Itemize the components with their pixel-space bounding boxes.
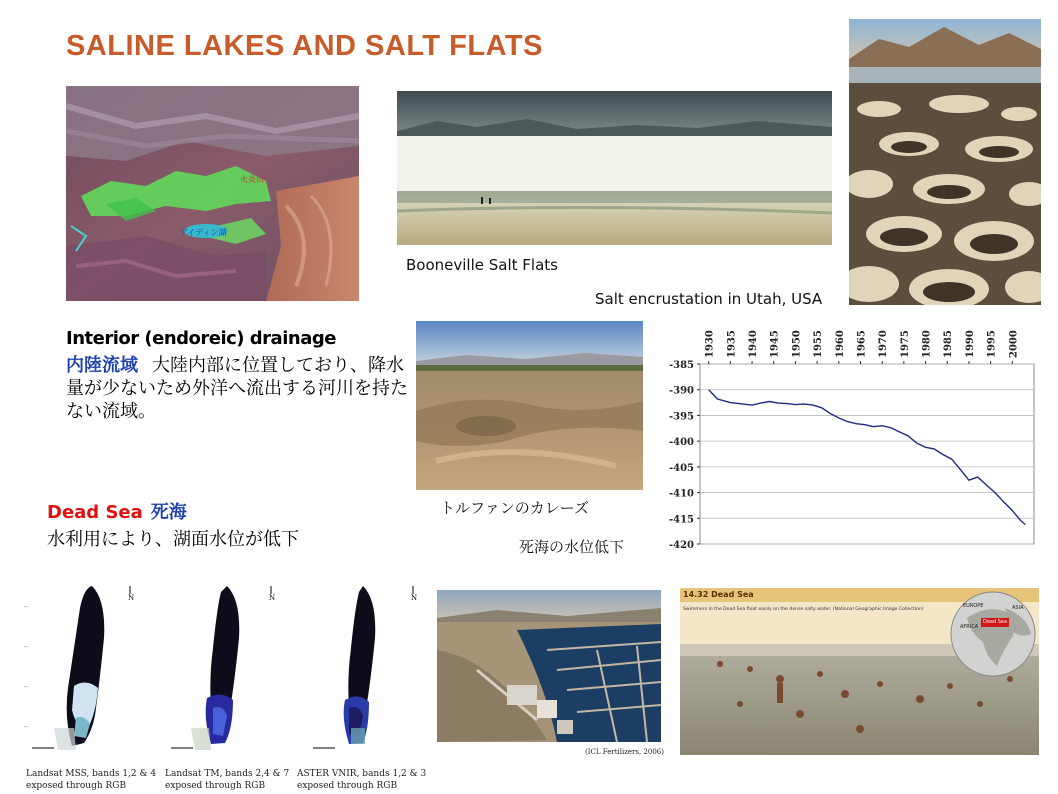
- interior-drainage-description: 大陸内部に位置しており、降水量が少ないため外洋へ流出する河川を持たない流域。: [66, 355, 408, 422]
- dead-sea-heading: [47, 498, 187, 524]
- x-tick-label: 1955: [813, 330, 825, 358]
- inset-globe: [947, 588, 1039, 680]
- globe-label-europe: EUROPE: [963, 603, 984, 609]
- globe-label-dead-sea: Dead Sea: [983, 619, 1008, 625]
- svg-text:—: —: [24, 604, 28, 609]
- interior-drainage-text: [66, 354, 411, 423]
- page-title: SALINE LAKES AND SALT FLATS: [66, 30, 543, 62]
- dead-sea-name-jp: 死海: [150, 502, 187, 523]
- x-tick-label: 1940: [748, 330, 760, 358]
- x-tick-label: 1960: [834, 330, 846, 358]
- map-label-lake: アイディン湖: [180, 228, 227, 237]
- landsat-tm-caption: Landsat TM, bands 2,4 & 7 exposed through RGB: [165, 769, 290, 791]
- y-tick-label: -405: [668, 462, 694, 474]
- svg-text:—: —: [24, 644, 28, 649]
- aerial-evaporation-ponds-photo: [437, 590, 661, 742]
- x-tick-label: 1945: [769, 330, 781, 358]
- dead-sea-description: 水利用により、湖面水位が低下: [47, 529, 299, 550]
- landsat-mss-image: [24, 578, 142, 756]
- x-tick-label: 1975: [899, 330, 911, 358]
- satellite-map-image: [66, 86, 359, 301]
- dead-sea-name-en: Dead Sea: [47, 502, 143, 523]
- globe-label-africa: AFRICA: [960, 624, 979, 630]
- utah-salt-encrustation-photo: [849, 19, 1041, 305]
- dead-sea-level-chart: [658, 322, 1040, 554]
- utah-caption: Salt encrustation in Utah, USA: [595, 290, 823, 308]
- x-tick-label: 1950: [791, 330, 803, 358]
- y-tick-label: -415: [668, 514, 694, 526]
- booneville-salt-flats-photo: [397, 91, 832, 245]
- landsat-tm-image: [165, 578, 283, 756]
- icl-credit: (ICL Fertilizers, 2006): [585, 748, 664, 756]
- svg-text:—: —: [24, 684, 28, 689]
- map-label-mountain: 火炎山: [240, 175, 264, 184]
- svg-text:—: —: [24, 724, 28, 729]
- svg-text:N: N: [269, 594, 276, 602]
- turfan-karez-photo: [416, 321, 643, 490]
- inset-caption: Swimmers in the Dead Sea float easily on the dense salty water. (National Geographic Image Collection): [683, 607, 924, 612]
- x-tick-label: 1995: [986, 330, 998, 358]
- svg-text:N: N: [128, 594, 135, 602]
- inset-header: 14.32 Dead Sea: [683, 590, 754, 599]
- booneville-caption: Booneville Salt Flats: [406, 256, 558, 274]
- aster-image: [307, 578, 425, 756]
- x-tick-label: 1935: [726, 330, 738, 358]
- x-tick-label: 2000: [1008, 330, 1020, 358]
- dead-sea-level-caption: 死海の水位低下: [519, 538, 625, 556]
- turfan-caption: トルファンのカレーズ: [440, 499, 589, 517]
- interior-drainage-term: 内陸流域: [66, 355, 138, 376]
- chart-svg: [658, 322, 1040, 554]
- globe-label-asia: ASIA: [1012, 605, 1024, 611]
- aster-caption: ASTER VNIR, bands 1,2 & 3 exposed through RGB: [297, 769, 427, 791]
- x-tick-label: 1965: [856, 330, 868, 358]
- interior-drainage-heading: Interior (endoreic) drainage: [66, 328, 336, 349]
- y-tick-label: -420: [668, 540, 694, 551]
- y-tick-label: -410: [668, 488, 694, 500]
- x-tick-label: 1985: [943, 330, 955, 358]
- dead-sea-inset: [680, 588, 1039, 755]
- y-tick-label: -385: [668, 360, 694, 371]
- x-tick-label: 1980: [921, 330, 933, 358]
- x-tick-label: 1930: [704, 330, 716, 358]
- y-tick-label: -390: [668, 385, 694, 397]
- svg-text:N: N: [411, 594, 418, 602]
- landsat-mss-caption: Landsat MSS, bands 1,2 & 4 exposed through RGB: [26, 769, 157, 791]
- x-tick-label: 1990: [964, 330, 976, 358]
- x-tick-label: 1970: [878, 330, 890, 358]
- y-tick-label: -395: [668, 411, 694, 423]
- plot-area: [700, 364, 1034, 544]
- y-tick-label: -400: [668, 437, 694, 449]
